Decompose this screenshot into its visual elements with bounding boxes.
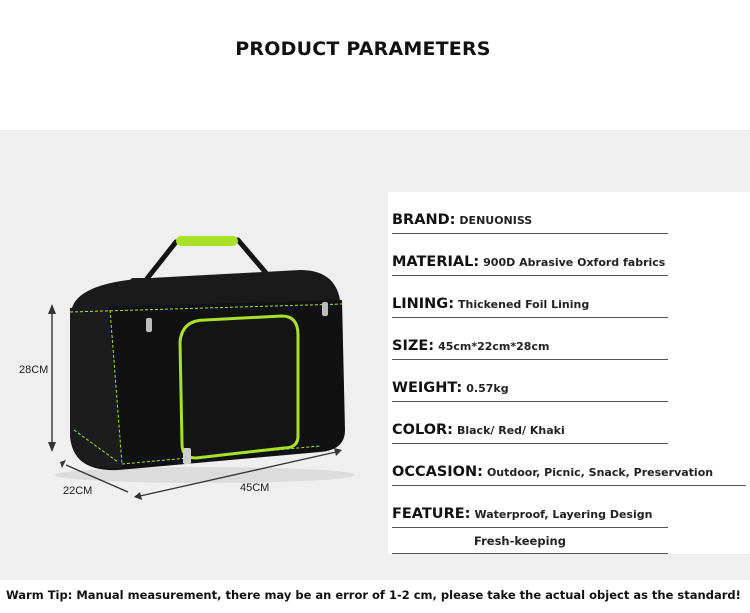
spec-row-feature <box>388 486 750 528</box>
dimension-lines <box>0 130 380 580</box>
spec-value: Waterproof, Layering Design <box>474 508 653 521</box>
feature-extra: Fresh-keeping <box>474 534 566 548</box>
spec-row-feature-extra <box>388 528 750 554</box>
spec-label: BRAND: <box>392 212 456 228</box>
spec-row-lining <box>388 276 750 318</box>
spec-label: LINING: <box>392 296 455 312</box>
spec-value: Black/ Red/ Khaki <box>456 424 565 437</box>
spec-row-occasion <box>388 444 750 486</box>
header <box>0 0 750 130</box>
spec-row-weight <box>388 360 750 402</box>
spec-label: SIZE: <box>392 338 435 354</box>
spec-label: FEATURE: <box>392 506 471 522</box>
spec-row-material <box>388 234 750 276</box>
spec-label: COLOR: <box>392 422 453 438</box>
spec-value: 45cm*22cm*28cm <box>438 340 550 353</box>
width-label: 45CM <box>240 482 270 494</box>
spec-row-brand <box>388 192 750 234</box>
spec-label: OCCASION: <box>392 464 483 480</box>
product-image-area <box>0 130 380 580</box>
page-title: PRODUCT PARAMETERS <box>235 38 491 60</box>
spec-label: MATERIAL: <box>392 254 480 270</box>
spec-value: Outdoor, Picnic, Snack, Preservation <box>486 466 714 479</box>
spec-value: DENUONISS <box>459 214 533 227</box>
spec-value: 900D Abrasive Oxford fabrics <box>483 256 666 269</box>
warm-tip-text: Warm Tip: Manual measurement, there may be an error of 1-2 cm, please take the actual object as the standard! <box>6 588 741 602</box>
spec-row-size <box>388 318 750 360</box>
warm-tip <box>0 580 750 613</box>
depth-label: 22CM <box>63 485 93 497</box>
product-panel <box>0 130 750 580</box>
spec-row-color <box>388 402 750 444</box>
spec-list <box>388 192 750 554</box>
spec-value: Thickened Foil Lining <box>458 298 590 311</box>
height-label: 28CM <box>19 364 49 376</box>
spec-value: 0.57kg <box>466 382 509 395</box>
spec-label: WEIGHT: <box>392 380 463 396</box>
